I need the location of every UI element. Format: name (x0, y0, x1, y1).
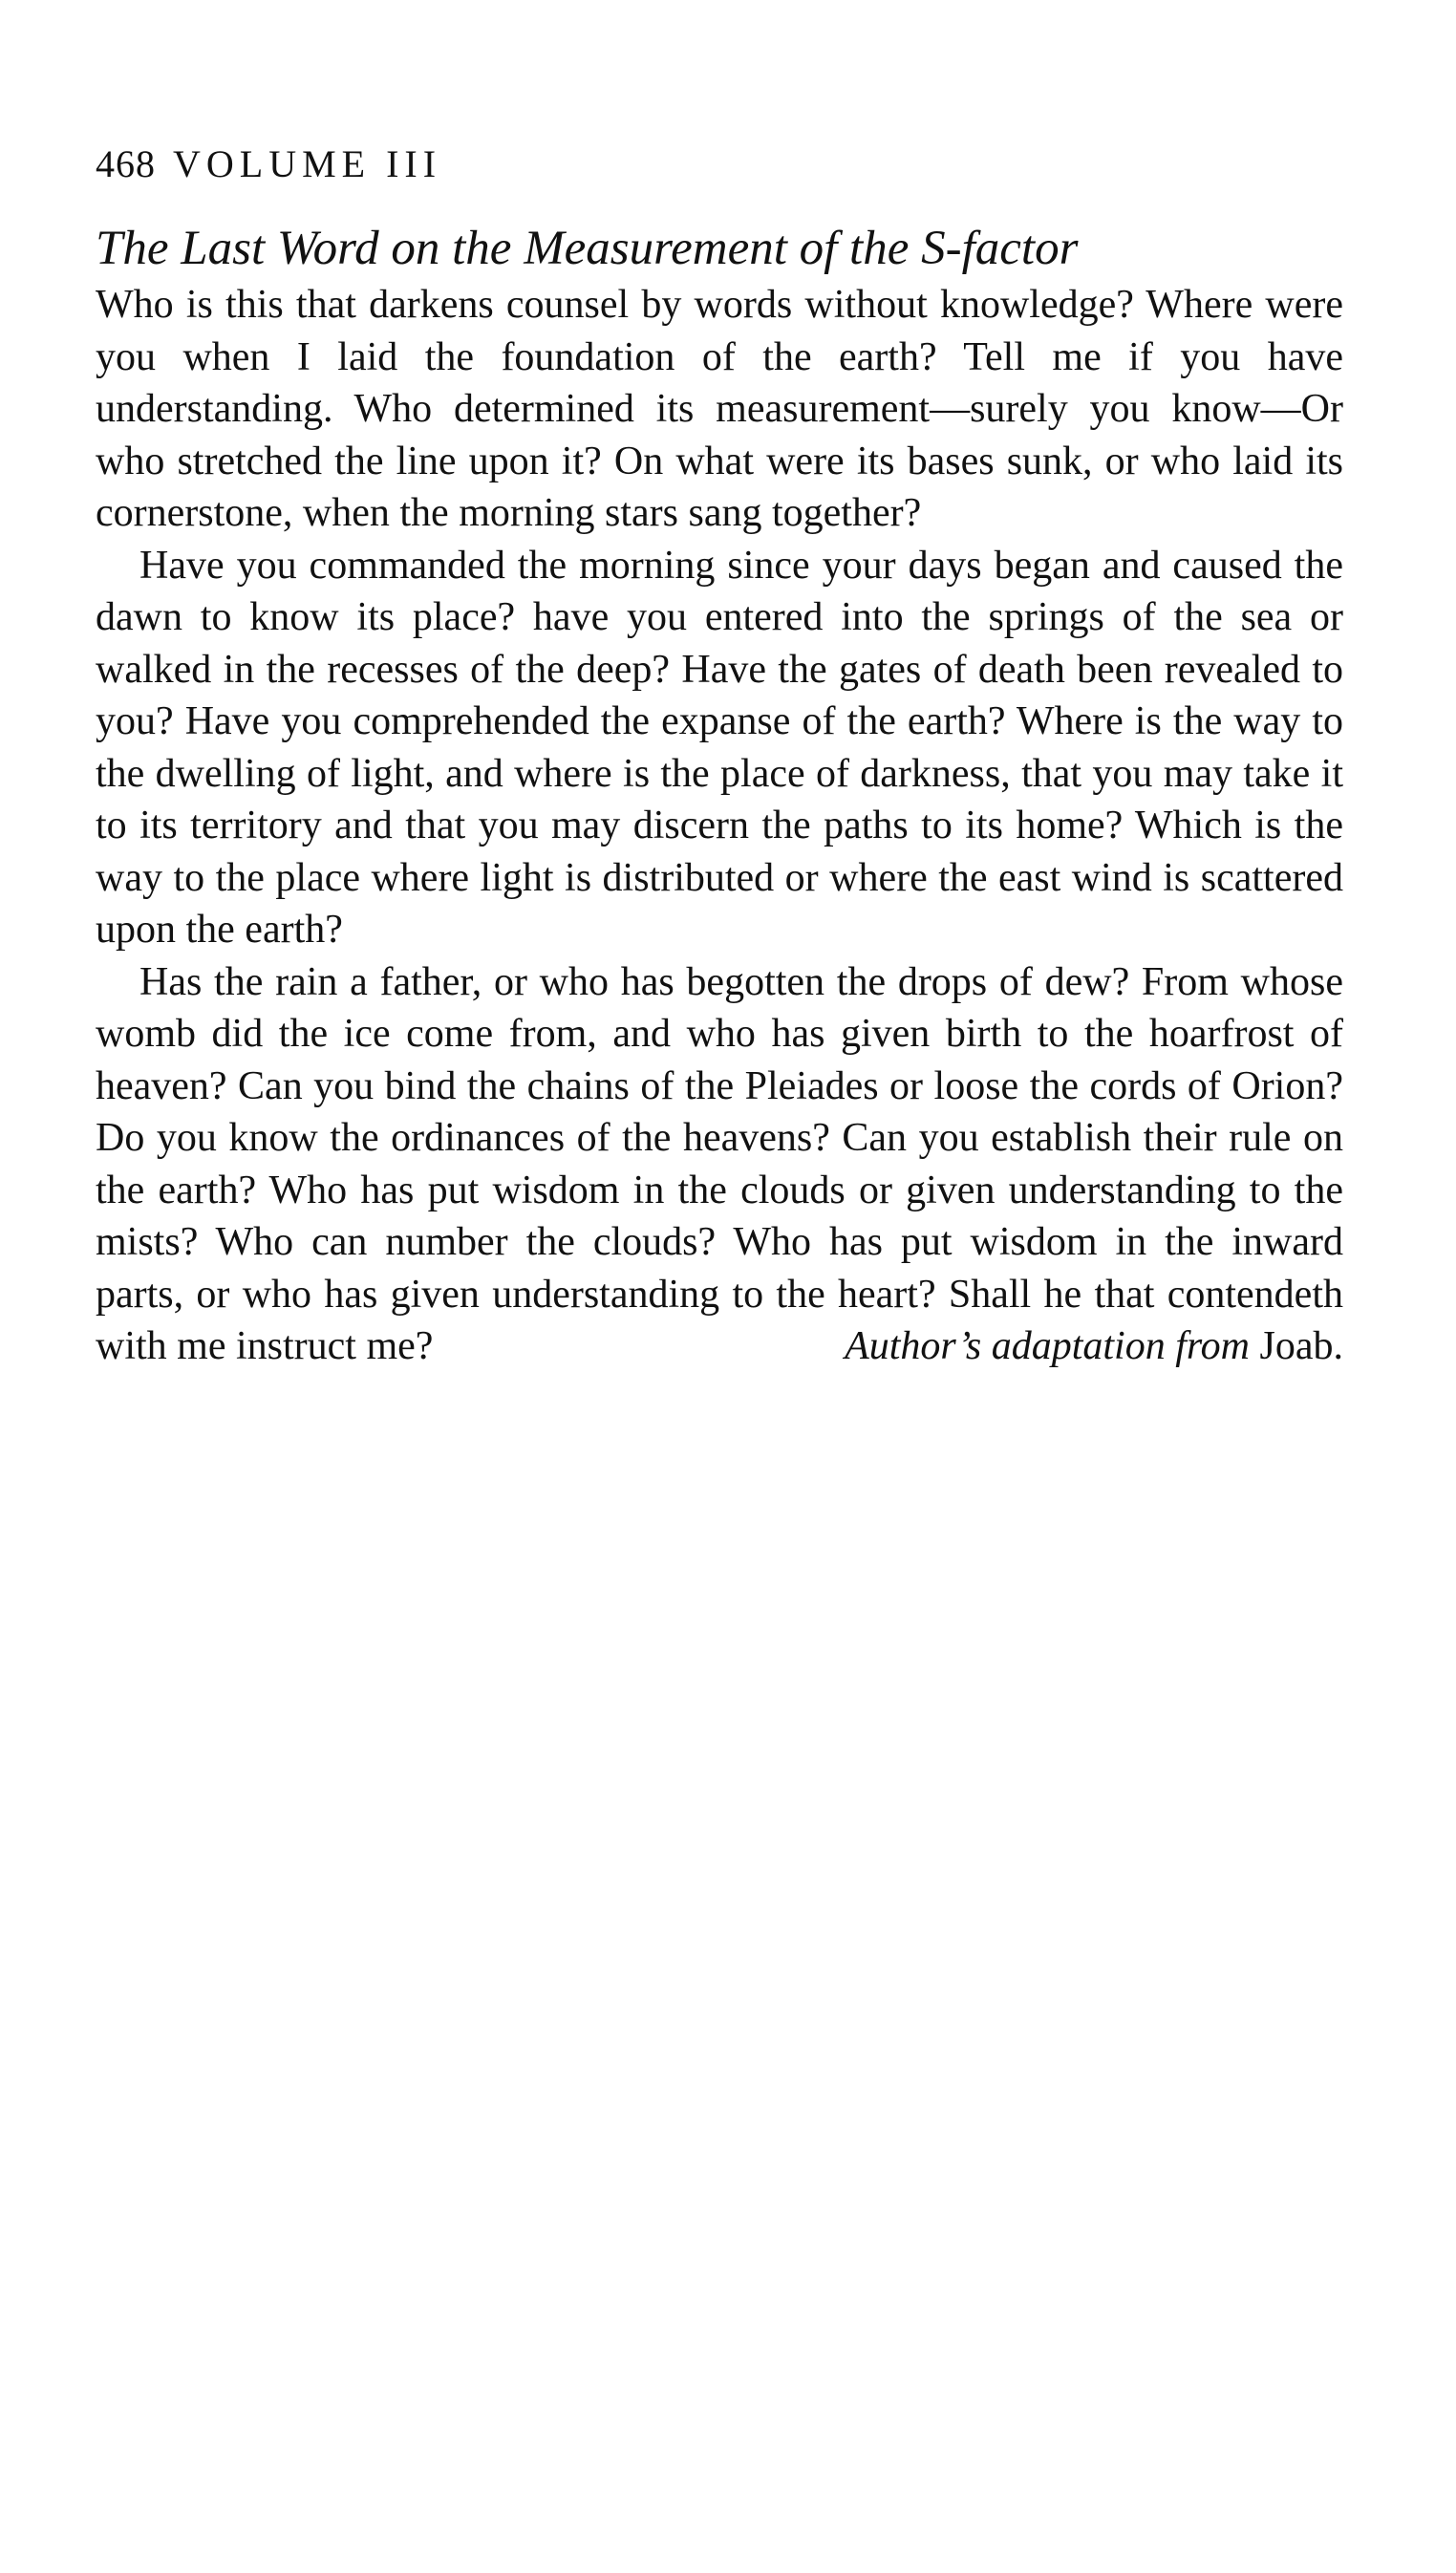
volume-label: VOLUME III (173, 142, 442, 185)
section-title: The Last Word on the Measurement of the S-factor (96, 222, 1079, 275)
page-number: 468 (96, 142, 156, 185)
paragraph-2: Have you commanded the morning since your days began and caused the dawn to know its place? have you entered into the springs of the sea or walked in the recesses of the deep? Have the gates of death been revealed to you? Have you comprehended the expanse of the earth? Where is the way to the dwelling of light, and where is the place of darkness, that you may take it to its territory and that you may discern the paths to its home? Which is the way to the place where light is distributed or where the east wind is scattered upon the earth? (96, 543, 1343, 952)
attribution-italic: Author’s adaptation from (845, 1324, 1250, 1368)
attribution-source: Joab. (1259, 1324, 1343, 1368)
paragraph-1: Who is this that darkens counsel by words without knowledge? Where were you when I laid the foundation of the earth? Tell me if you have understanding. Who determined its measurement—surely you know—Or who stretched the line upon it? On what were its bases sunk, or who laid its cornerstone, when the morning stars sang together? (96, 283, 1343, 535)
attribution (801, 1320, 1343, 1373)
paragraph-3 (96, 956, 1343, 1373)
running-head (96, 136, 1343, 193)
paragraph-3-text: Has the rain a father, or who has begotten the drops of dew? From whose womb did the ice come from, and who has given birth to the hoarfrost of heaven? Can you bind the chains of the Pleiades or loose the cords of Orion? Do you know the ordinances of the heavens? Can you establish their rule on the earth? Who has put wisdom in the clouds or given understanding to the mists? Who can number the clouds? Who has put wisdom in the inward parts, or who has given understanding to the heart? Shall he that contendeth with me instruct me? (96, 959, 1343, 1368)
book-page (96, 136, 1343, 1373)
